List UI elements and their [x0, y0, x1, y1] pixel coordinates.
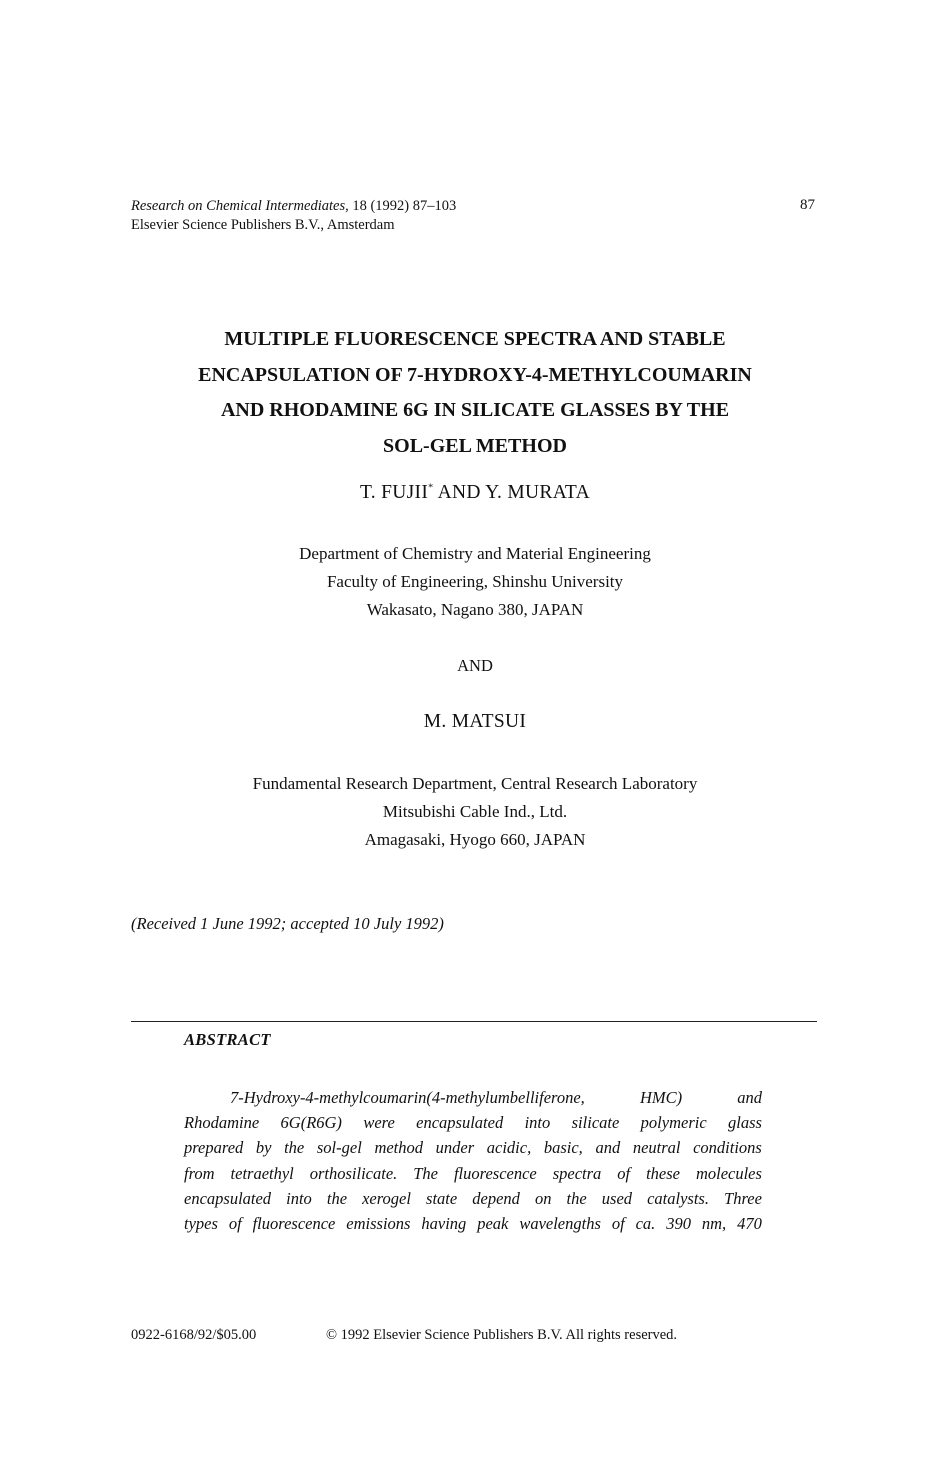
- abstract-word: used: [601, 1188, 633, 1208]
- abstract-word: fluorescence: [453, 1163, 537, 1183]
- abstract-word: were: [363, 1113, 395, 1133]
- abstract-word: wavelengths: [519, 1214, 601, 1234]
- abstract-word: 470: [737, 1214, 762, 1234]
- abstract-word: into: [286, 1188, 312, 1208]
- abstract-word: silicate: [571, 1113, 620, 1133]
- page-number: 87: [800, 197, 815, 213]
- affiliation-line: Fundamental Research Department, Central Research Laboratory: [252, 774, 698, 793]
- abstract-word: of: [228, 1214, 242, 1234]
- abstract-word: 390: [666, 1214, 691, 1234]
- corresponding-marker: *: [428, 482, 434, 494]
- abstract-word: emissions: [346, 1214, 411, 1234]
- publisher: Elsevier Science Publishers B.V., Amsterdam: [131, 217, 395, 233]
- abstract-word: The: [413, 1163, 438, 1183]
- abstract-word: encapsulated: [416, 1113, 504, 1133]
- abstract-word: fluorescence: [252, 1214, 336, 1234]
- journal-volume: 18 (1992) 87–103: [348, 198, 457, 214]
- abstract-word: having: [421, 1214, 467, 1234]
- abstract-word: nm,: [701, 1214, 727, 1234]
- title-line: AND RHODAMINE 6G IN SILICATE GLASSES BY THE: [220, 399, 730, 421]
- abstract-word: basic,: [543, 1138, 583, 1158]
- abstract-word: xerogel: [362, 1188, 411, 1208]
- author-rest: AND Y. MURATA: [433, 482, 590, 503]
- abstract-word: of: [617, 1163, 631, 1183]
- abstract-body: [184, 1085, 762, 1236]
- abstract-word: acidic,: [486, 1138, 532, 1158]
- abstract-word: peak: [477, 1214, 509, 1234]
- abstract-word: conditions: [693, 1138, 762, 1158]
- affiliation-2: [0, 770, 950, 854]
- abstract-word: polymeric: [640, 1113, 707, 1133]
- abstract-word: these: [646, 1163, 680, 1183]
- abstract-line: [184, 1186, 762, 1211]
- abstract-word: spectra: [552, 1163, 602, 1183]
- abstract-word: encapsulated: [184, 1188, 272, 1208]
- abstract-word: glass: [728, 1113, 762, 1133]
- abstract-word: orthosilicate.: [309, 1163, 398, 1183]
- abstract-word: method: [374, 1138, 424, 1158]
- abstract-heading: ABSTRACT: [184, 1030, 271, 1049]
- abstract-word: 7-Hydroxy-4-methylcoumarin(4-methylumbelliferone,: [230, 1088, 585, 1107]
- abstract-word: molecules: [695, 1163, 762, 1183]
- abstract-word: Three: [724, 1188, 762, 1208]
- paper-title: [150, 322, 800, 464]
- affiliation-line: Mitsubishi Cable Ind., Ltd.: [382, 802, 568, 821]
- abstract-word: depend: [472, 1188, 520, 1208]
- abstract-word: the: [566, 1188, 587, 1208]
- abstract-word: by: [255, 1138, 272, 1158]
- title-line: MULTIPLE FLUORESCENCE SPECTRA AND STABLE: [224, 328, 726, 350]
- journal-name: Research on Chemical Intermediates,: [131, 198, 349, 214]
- abstract-word: catalysts.: [647, 1188, 709, 1208]
- copyright-notice: © 1992 Elsevier Science Publishers B.V. All rights reserved.: [326, 1327, 678, 1343]
- abstract-word: from: [184, 1163, 215, 1183]
- abstract-word: state: [426, 1188, 458, 1208]
- abstract-line: [184, 1085, 762, 1110]
- abstract-word: sol-gel: [316, 1138, 362, 1158]
- abstract-word: the: [326, 1188, 348, 1208]
- and-separator: AND: [457, 656, 493, 675]
- abstract-divider: [131, 1021, 817, 1022]
- abstract-line: [184, 1161, 762, 1186]
- affiliation-line: Wakasato, Nagano 380, JAPAN: [366, 600, 584, 619]
- abstract-word: prepared: [184, 1138, 244, 1158]
- affiliation-line: Amagasaki, Hyogo 660, JAPAN: [364, 830, 586, 849]
- abstract-word: types: [184, 1214, 218, 1234]
- received-dates: (Received 1 June 1992; accepted 10 July 1992): [131, 914, 444, 933]
- author-second: M. MATSUI: [423, 711, 527, 732]
- author-first: T. FUJII: [360, 482, 429, 503]
- abstract-word: on: [534, 1188, 552, 1208]
- abstract-word: Rhodamine: [184, 1113, 260, 1133]
- affiliation-line: Faculty of Engineering, Shinshu University: [326, 572, 624, 591]
- abstract-word: under: [435, 1138, 475, 1158]
- abstract-line: [184, 1211, 762, 1236]
- abstract-word: neutral: [632, 1138, 681, 1158]
- abstract-word: and: [737, 1088, 762, 1107]
- abstract-word: and: [595, 1138, 621, 1158]
- abstract-word: into: [524, 1113, 551, 1133]
- abstract-word: HMC): [639, 1088, 683, 1107]
- abstract-line: [184, 1135, 762, 1160]
- abstract-word: tetraethyl: [230, 1163, 294, 1183]
- abstract-word: of: [611, 1214, 625, 1234]
- issn-price-code: 0922-6168/92/$05.00: [131, 1327, 257, 1343]
- abstract-word: ca.: [635, 1214, 656, 1234]
- abstract-line: [184, 1110, 762, 1135]
- authors: [0, 482, 950, 504]
- abstract-word: 6G(R6G): [280, 1113, 342, 1133]
- affiliation-line: Department of Chemistry and Material Engineering: [299, 544, 651, 563]
- abstract-word: the: [284, 1138, 305, 1158]
- title-line: ENCAPSULATION OF 7-HYDROXY-4-METHYLCOUMARIN: [198, 363, 752, 386]
- journal-citation: [131, 197, 456, 235]
- affiliation-1: [0, 540, 950, 624]
- title-line: SOL-GEL METHOD: [383, 434, 567, 457]
